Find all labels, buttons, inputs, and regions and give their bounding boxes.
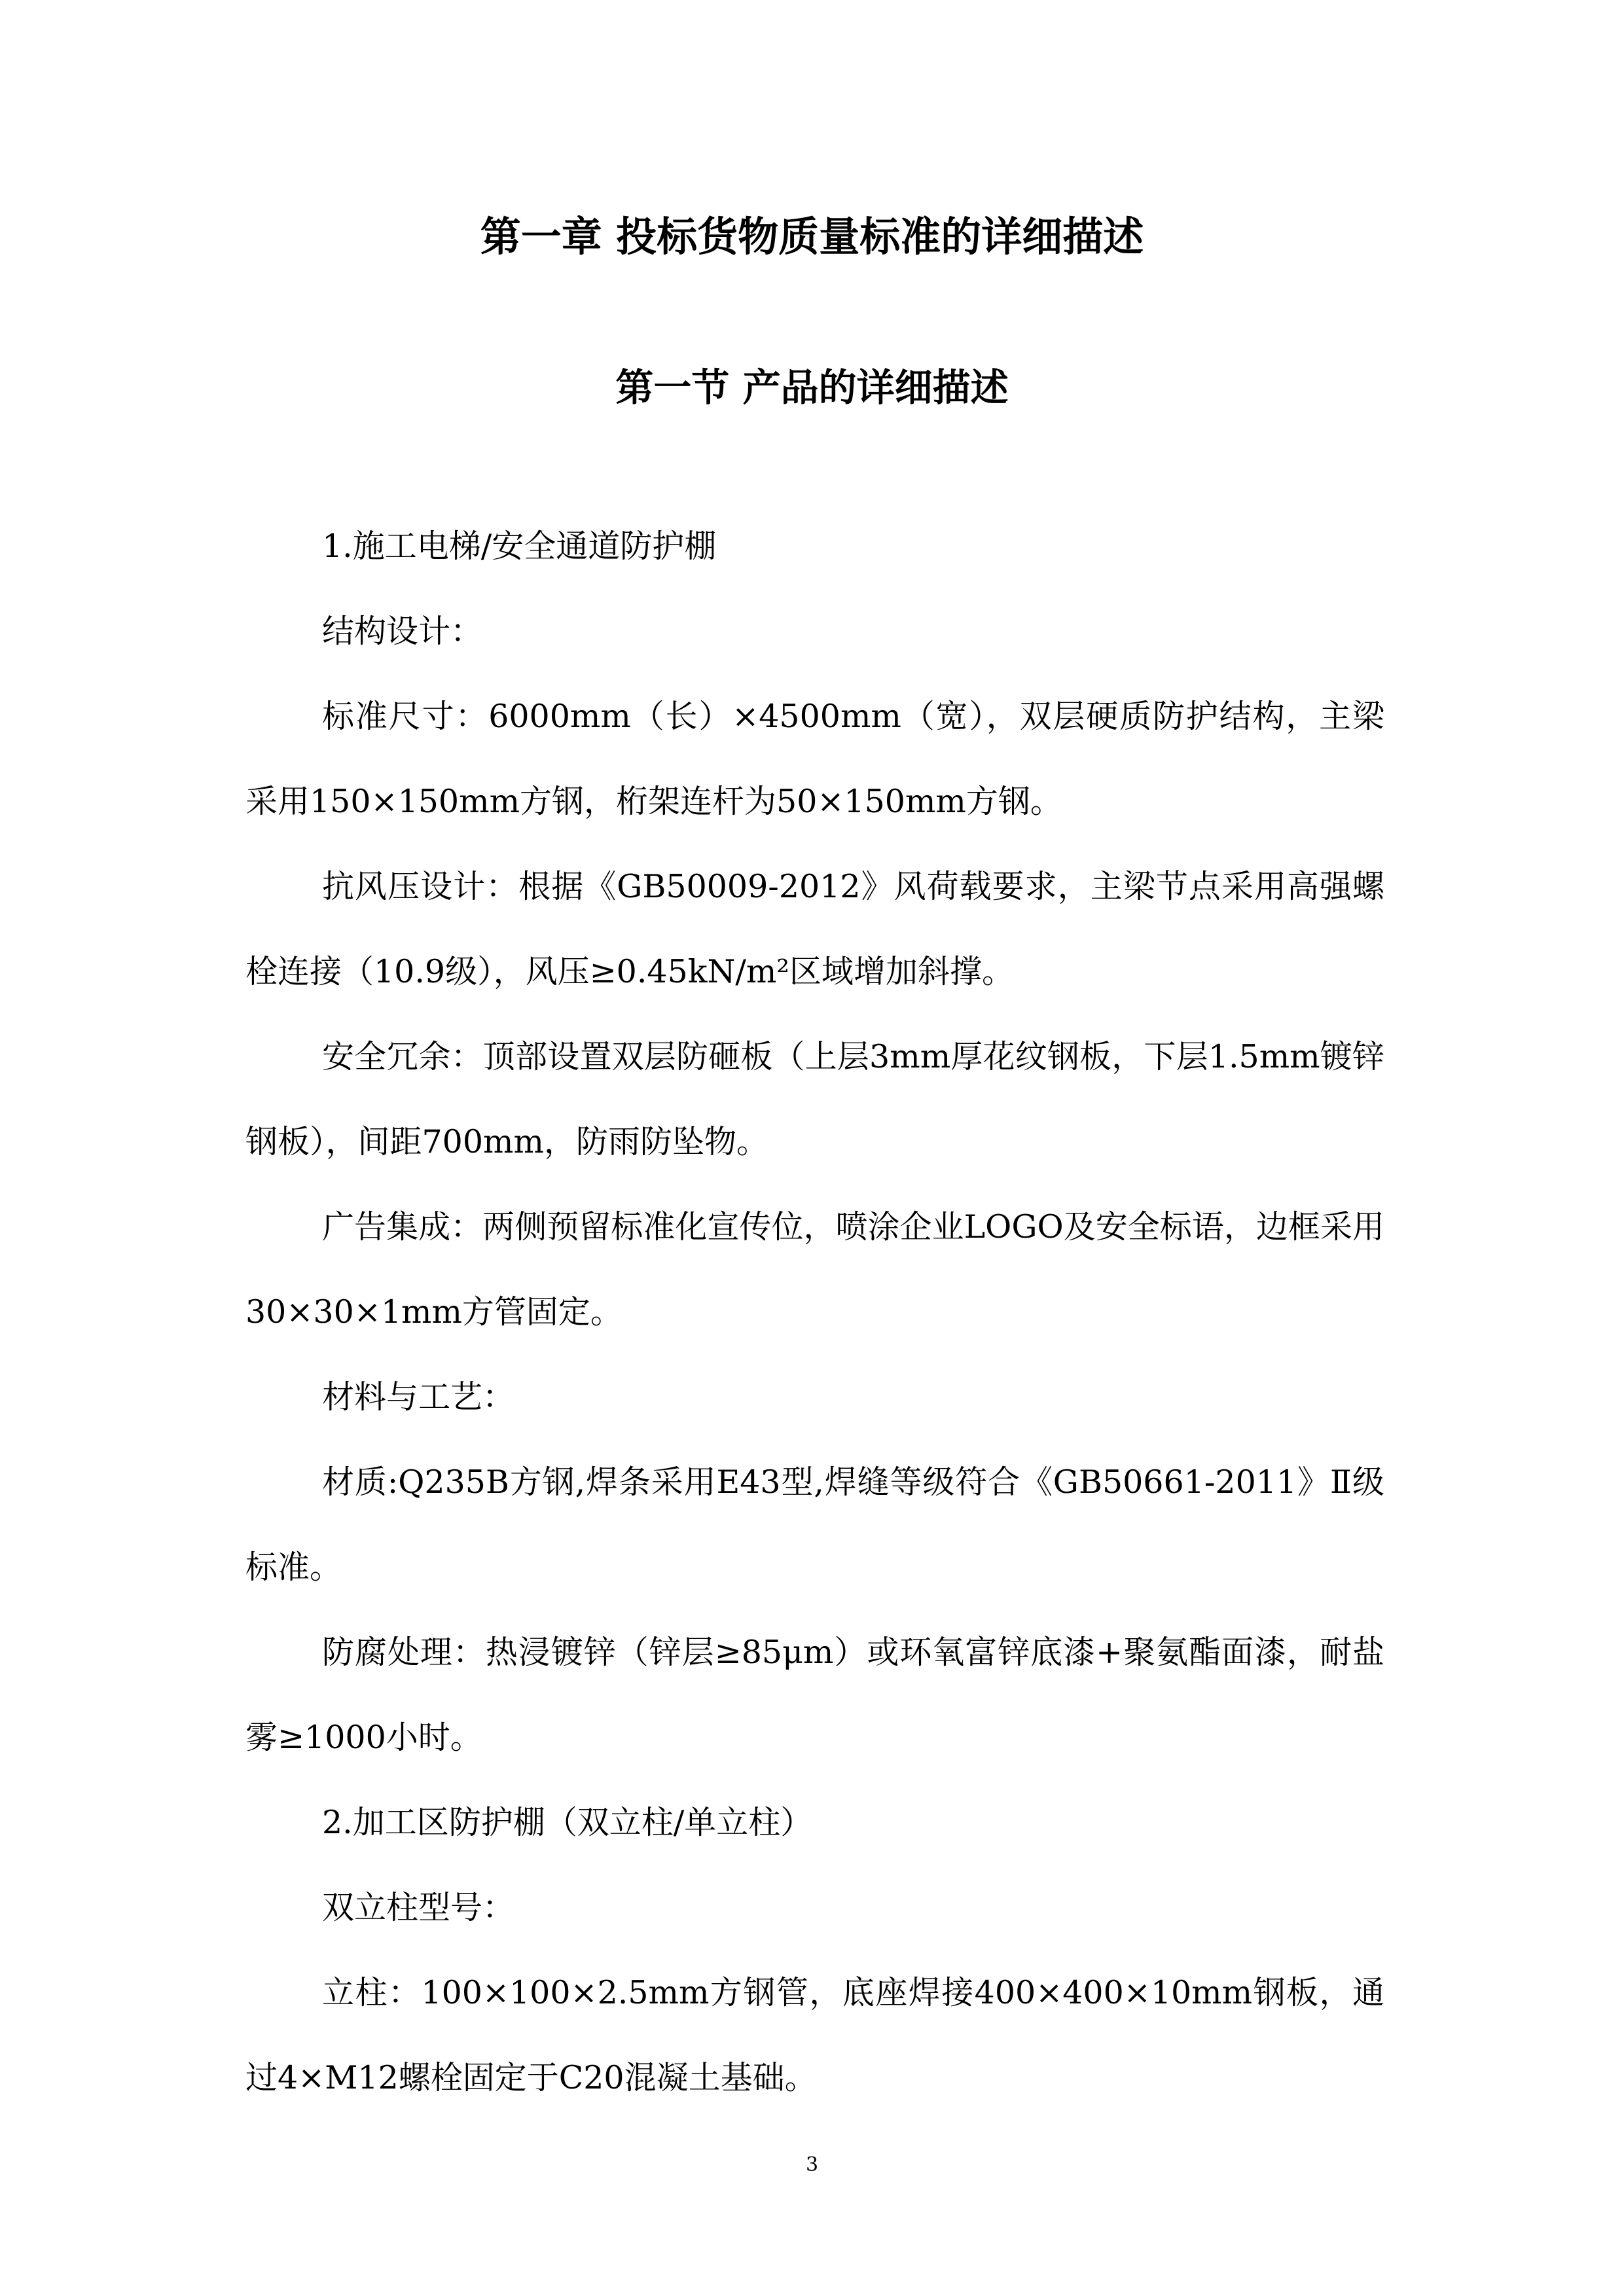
paragraph-materials-process: 材料与工艺： xyxy=(322,1378,515,1416)
paragraph-material: 材质:Q235B方钢,焊条采用E43型,焊缝等级符合《GB50661-2011》Ⅱ级标准。 xyxy=(245,1463,1384,1586)
paragraph-safety-redundancy: 安全冗余：顶部设置双层防砸板（上层3mm厚花纹钢板，下层1.5mm镀锌钢板），间距700mm，防雨防坠物。 xyxy=(245,1038,1384,1160)
paragraph-item-heading-2: 2.加工区防护棚（双立柱/单立柱） xyxy=(322,1804,813,1841)
paragraph-double-column-model: 双立柱型号： xyxy=(322,1889,515,1926)
paragraph-column-spec: 立柱：100×100×2.5mm方钢管，底座焊接400×400×10mm钢板，通过4×M12螺栓固定于C20混凝土基础。 xyxy=(245,1974,1384,2096)
body-text xyxy=(245,504,1384,2121)
paragraph-advertising: 广告集成：两侧预留标准化宣传位，喷涂企业LOGO及安全标语，边框采用30×30×1mm方管固定。 xyxy=(245,1208,1384,1331)
paragraph-structure-design: 结构设计： xyxy=(322,613,483,650)
paragraph-standard-size: 标准尺寸：6000mm（长）×4500mm（宽），双层硬质防护结构，主梁采用150×150mm方钢，桁架连杆为50×150mm方钢。 xyxy=(245,698,1384,820)
chapter-title: 第一章 投标货物质量标准的详细描述 xyxy=(480,213,1144,260)
paragraph-anticorrosion: 防腐处理：热浸镀锌（锌层≥85μm）或环氧富锌底漆+聚氨酯面漆，耐盐雾≥1000小时。 xyxy=(245,1634,1384,1756)
paragraph-wind-pressure: 抗风压设计：根据《GB50009-2012》风荷载要求，主梁节点采用高强螺栓连接（10.9级），风压≥0.45kN/m²区域增加斜撑。 xyxy=(245,868,1384,990)
paragraph-item-heading-1: 1.施工电梯/安全通道防护棚 xyxy=(322,528,717,565)
page-number: 3 xyxy=(805,2153,819,2176)
section-title: 第一节 产品的详细描述 xyxy=(615,365,1009,410)
